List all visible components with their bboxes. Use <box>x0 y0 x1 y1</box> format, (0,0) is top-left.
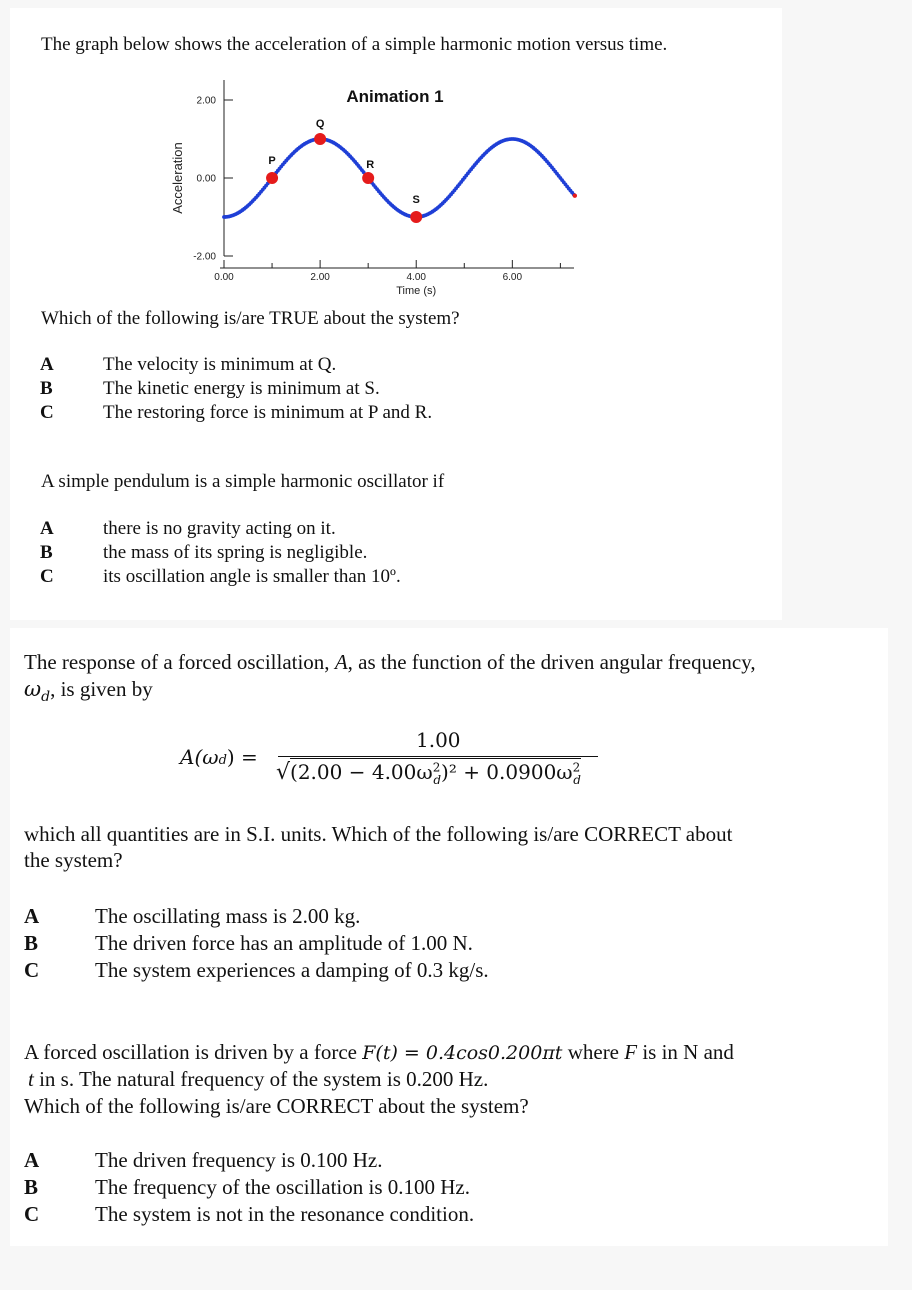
q3-formula: A(ωd) = 1.00 $√(2.00 - 4.00\omega^2_d)^2 + 0.0900\omega^2_d$ <box>180 728 610 798</box>
q3-option-letter: B <box>24 931 39 955</box>
q2-option-b[interactable]: the mass of its spring is negligible. <box>103 542 368 563</box>
q1-option-letter: B <box>40 378 53 399</box>
point-r <box>362 172 374 184</box>
q1-option-c[interactable]: The restoring force is minimum at P and R. <box>103 402 433 423</box>
q4-line3: Which of the following is/are CORRECT about the system? <box>24 1094 529 1118</box>
q1-option-b[interactable]: The kinetic energy is minimum at S. <box>103 378 380 399</box>
q4-line2: t in s. The natural frequency of the system is 0.200 Hz. <box>28 1067 489 1091</box>
x-tick-label: 4.00 <box>406 272 426 283</box>
point-s <box>410 211 422 223</box>
x-tick-label: 6.00 <box>502 272 523 283</box>
point-p <box>266 172 278 184</box>
q1-option-a[interactable]: The velocity is minimum at Q. <box>103 354 337 375</box>
q3-intro-line2: $\omega_d$, is given by <box>24 677 153 706</box>
curve-end-marker <box>573 194 577 198</box>
q4-line1: A forced oscillation is driven by a force F(t) = 0.4cos0.200πt where F is in N and <box>24 1040 734 1064</box>
chart-title: Animation 1 <box>346 87 444 106</box>
x-tick-label: 0.00 <box>214 272 234 283</box>
point-label-s: S <box>412 194 420 206</box>
y-axis-label: Acceleration <box>170 142 185 214</box>
q4-option-a[interactable]: The driven frequency is 0.100 Hz. <box>95 1148 383 1172</box>
point-label-p: P <box>268 155 276 167</box>
q2-option-letter: C <box>40 566 54 587</box>
q1-option-letter: C <box>40 402 54 423</box>
q3-intro-line1: The response of a forced oscillation, A, as the function of the driven angular frequency, <box>24 650 756 674</box>
point-label-q: Q <box>315 118 325 130</box>
x-tick-label: 2.00 <box>310 272 330 283</box>
q3-option-b[interactable]: The driven force has an amplitude of 1.00 N. <box>95 931 473 955</box>
q1-intro: The graph below shows the acceleration of a simple harmonic motion versus time. <box>41 34 668 55</box>
point-q <box>314 133 326 145</box>
q1-option-letter: A <box>40 354 54 375</box>
q3-option-letter: C <box>24 958 40 982</box>
q3-after-line2: the system? <box>24 848 123 872</box>
q2-question: A simple pendulum is a simple harmonic oscillator if <box>41 471 445 492</box>
q3-option-c[interactable]: The system experiences a damping of 0.3 kg/s. <box>95 958 489 982</box>
q4-option-letter: A <box>24 1148 40 1172</box>
acceleration-chart <box>160 78 600 310</box>
q1-question: Which of the following is/are TRUE about the system? <box>41 308 460 329</box>
q3-option-letter: A <box>24 904 40 928</box>
q4-option-c[interactable]: The system is not in the resonance condition. <box>95 1202 475 1226</box>
y-tick-label: -2.00 <box>193 251 216 263</box>
q4-option-letter: B <box>24 1175 39 1199</box>
q4-option-letter: C <box>24 1202 40 1226</box>
y-tick-label: 0.00 <box>196 173 216 185</box>
q3-after-line1: which all quantities are in S.I. units. Which of the following is/are CORRECT about <box>24 822 733 846</box>
q3-option-a[interactable]: The oscillating mass is 2.00 kg. <box>95 904 361 928</box>
y-tick-label: 2.00 <box>196 95 216 107</box>
q2-option-letter: A <box>40 518 54 539</box>
point-label-r: R <box>366 159 375 171</box>
q4-option-b[interactable]: The frequency of the oscillation is 0.100 Hz. <box>95 1175 470 1199</box>
q2-option-c[interactable]: its oscillation angle is smaller than 10º. <box>103 566 401 587</box>
x-axis-label: Time (s) <box>396 285 437 297</box>
q2-option-letter: B <box>40 542 53 563</box>
q2-option-a[interactable]: there is no gravity acting on it. <box>103 518 336 539</box>
